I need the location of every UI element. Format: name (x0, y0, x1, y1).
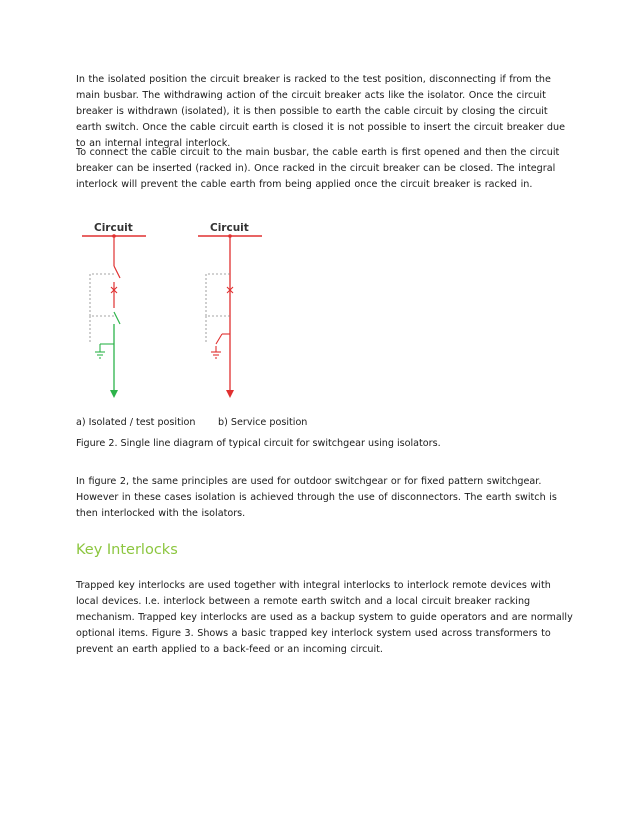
figure-caption: Figure 2. Single line diagram of typical circuit for switchgear using isolators. (76, 438, 441, 449)
diagram-service (198, 222, 262, 398)
isolator-upper-left (114, 266, 120, 278)
paragraph-key-interlocks: Trapped key interlocks are used together with integral interlocks to interlock remote devices with local devices. I.e. interlock between a remote earth switch and a local circuit breaker racking mechanism. Trapped key interlocks are used as a backup system to guide operators and are normally optional items. Figure 3. Shows a basic trapped key interlock system used across transformers to prevent an earth applied to a back-feed or an incoming circuit. (76, 580, 573, 655)
feeder-arrow-right (226, 390, 234, 398)
circuit-label-right: Circuit (210, 222, 249, 234)
diagram-isolated (82, 222, 146, 398)
feeder-arrow-left (110, 390, 118, 398)
earth-switch-right (216, 334, 222, 344)
paragraph-connect-cable: To connect the cable circuit to the main busbar, the cable earth is first opened and then the circuit breaker can be inserted (racked in). Once racked in the circuit breaker can be closed. The integral interlock will prevent the cable earth from being applied once the circuit breaker is racked in. (76, 147, 560, 190)
caption-service: b) Service position (218, 417, 308, 428)
paragraph-figure-2: In figure 2, the same principles are used for outdoor switchgear or for fixed pattern switchgear. However in these cases isolation is achieved through the use of disconnectors. The earth switch is then interlocked with the isolators. (76, 476, 557, 519)
interlock-dash-left (90, 274, 114, 316)
circuit-label-left: Circuit (94, 222, 133, 234)
section-heading: Key Interlocks (76, 542, 178, 558)
paragraph-isolated-position: In the isolated position the circuit breaker is racked to the test position, disconnecting if from the main busbar. The withdrawing action of the circuit breaker acts like the isolator. Once the circuit breaker is withdrawn (isolated), it is then possible to earth the cable circuit by closing the circuit earth switch. Once the cable circuit earth is closed it is not possible to insert the circuit breaker due to an internal integral interlock. (76, 74, 565, 149)
interlock-dash-right (206, 274, 230, 316)
caption-isolated: a) Isolated / test position (76, 417, 196, 428)
single-line-diagram (76, 212, 296, 408)
isolator-lower-left (114, 312, 120, 324)
